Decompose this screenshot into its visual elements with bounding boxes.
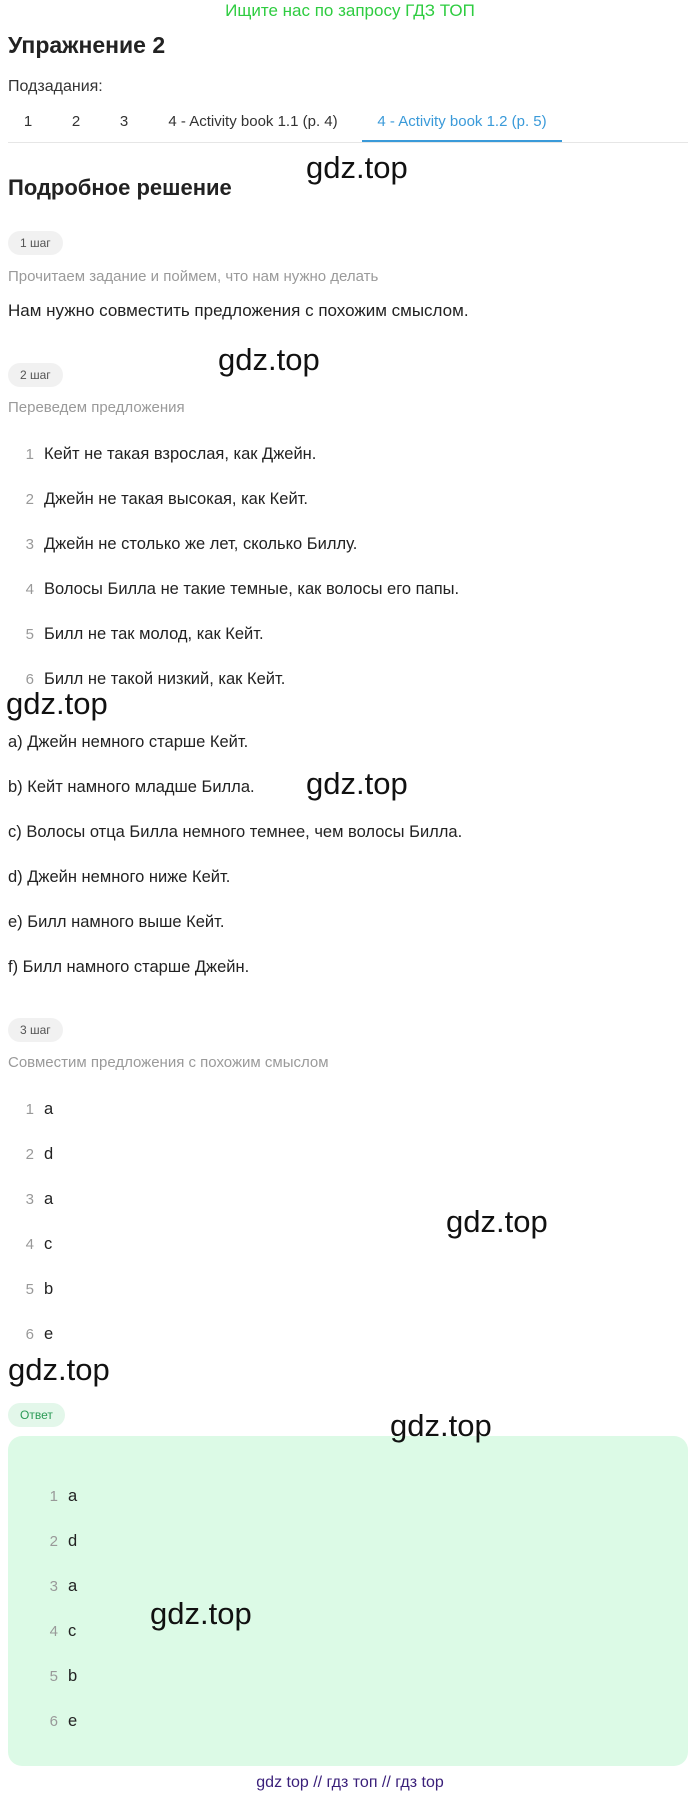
tab-4-activity-book-1-1[interactable]: 4 - Activity book 1.1 (p. 4) <box>168 113 338 130</box>
step-2-hint: Переведем предложения <box>8 399 185 416</box>
item-text: d <box>68 1532 78 1550</box>
list-item <box>8 487 308 511</box>
page-title: Упражнение 2 <box>8 32 166 58</box>
item-number: 1 <box>25 1101 34 1118</box>
answer-badge: Ответ <box>8 1403 65 1427</box>
item-text: a <box>44 1100 54 1118</box>
item-number: 3 <box>49 1578 58 1595</box>
watermark: gdz.top <box>8 1352 110 1387</box>
step-1-text: Нам нужно совместить предложения с похожим смыслом. <box>8 301 469 320</box>
item-text: e <box>68 1712 78 1730</box>
list-item <box>8 1187 53 1211</box>
tab-2[interactable]: 2 <box>71 113 81 130</box>
item-number: 6 <box>49 1713 58 1730</box>
lettered-item: e) Билл намного выше Кейт. <box>8 913 225 931</box>
watermark: gdz.top <box>218 342 320 377</box>
tab-3[interactable]: 3 <box>119 113 129 130</box>
footer-links[interactable]: gdz top // гдз топ // гдз top <box>256 1774 444 1791</box>
item-number: 4 <box>49 1623 58 1640</box>
lettered-item: c) Волосы отца Билла немного темнее, чем волосы Билла. <box>8 823 463 841</box>
item-text: Билл не такой низкий, как Кейт. <box>44 670 286 688</box>
item-text: c <box>44 1235 53 1253</box>
lettered-item: f) Билл намного старше Джейн. <box>8 958 250 976</box>
item-number: 2 <box>25 1146 34 1163</box>
item-number: 4 <box>25 581 34 598</box>
item-number: 1 <box>25 446 34 463</box>
item-text: Кейт не такая взрослая, как Джейн. <box>44 445 317 463</box>
list-item <box>8 1277 53 1301</box>
item-number: 5 <box>49 1668 58 1685</box>
step-1-badge: 1 шаг <box>8 231 63 255</box>
tab-1[interactable]: 1 <box>23 113 33 130</box>
item-text: a <box>68 1487 78 1505</box>
subtasks-label: Подзадания: <box>8 78 103 95</box>
item-text: a <box>68 1577 78 1595</box>
item-number: 6 <box>25 671 34 688</box>
watermark: gdz.top <box>390 1408 492 1443</box>
item-text: Джейн не столько же лет, сколько Биллу. <box>44 535 358 553</box>
list-item <box>8 622 264 646</box>
item-number: 2 <box>49 1533 58 1550</box>
answer-box <box>8 1436 688 1766</box>
item-number: 3 <box>25 1191 34 1208</box>
subtask-tabs <box>8 104 688 143</box>
step-1-hint: Прочитаем задание и поймем, что нам нужно делать <box>8 268 379 285</box>
list-item <box>32 1664 77 1688</box>
top-banner[interactable]: Ищите нас по запросу ГДЗ ТОП <box>225 1 475 20</box>
item-text: Джейн не такая высокая, как Кейт. <box>44 490 308 508</box>
lettered-item: a) Джейн немного старше Кейт. <box>8 733 249 751</box>
list-item <box>32 1529 77 1553</box>
list-item <box>8 577 459 601</box>
item-text: e <box>44 1325 54 1343</box>
item-number: 1 <box>49 1488 58 1505</box>
watermark: gdz.top <box>6 686 108 721</box>
step-2-badge: 2 шаг <box>8 363 63 387</box>
list-item <box>32 1484 77 1508</box>
list-item <box>8 1097 53 1121</box>
item-number: 4 <box>25 1236 34 1253</box>
watermark: gdz.top <box>446 1204 548 1239</box>
list-item <box>8 1142 53 1166</box>
item-number: 5 <box>25 626 34 643</box>
lettered-item: b) Кейт намного младше Билла. <box>8 778 255 796</box>
item-text: b <box>44 1280 54 1298</box>
list-item <box>32 1709 77 1733</box>
lettered-item: d) Джейн немного ниже Кейт. <box>8 868 231 886</box>
item-text: Волосы Билла не такие темные, как волосы его папы. <box>44 580 460 598</box>
item-text: Билл не так молод, как Кейт. <box>44 625 264 643</box>
list-item <box>32 1574 77 1598</box>
section-title: Подробное решение <box>8 175 232 200</box>
list-item <box>8 1322 53 1346</box>
tab-4-activity-book-1-2[interactable]: 4 - Activity book 1.2 (p. 5) <box>362 104 562 142</box>
item-number: 6 <box>25 1326 34 1343</box>
watermark: gdz.top <box>306 150 408 185</box>
watermark: gdz.top <box>150 1596 252 1631</box>
list-item <box>8 532 357 556</box>
list-item <box>8 442 316 466</box>
step-3-badge: 3 шаг <box>8 1018 63 1042</box>
item-number: 2 <box>25 491 34 508</box>
list-item <box>8 1232 52 1256</box>
item-text: c <box>68 1622 77 1640</box>
step-3-hint: Совместим предложения с похожим смыслом <box>8 1054 329 1071</box>
item-number: 5 <box>25 1281 34 1298</box>
item-number: 3 <box>25 536 34 553</box>
watermark: gdz.top <box>306 766 408 801</box>
item-text: b <box>68 1667 78 1685</box>
item-text: d <box>44 1145 54 1163</box>
item-text: a <box>44 1190 54 1208</box>
list-item <box>32 1619 76 1643</box>
